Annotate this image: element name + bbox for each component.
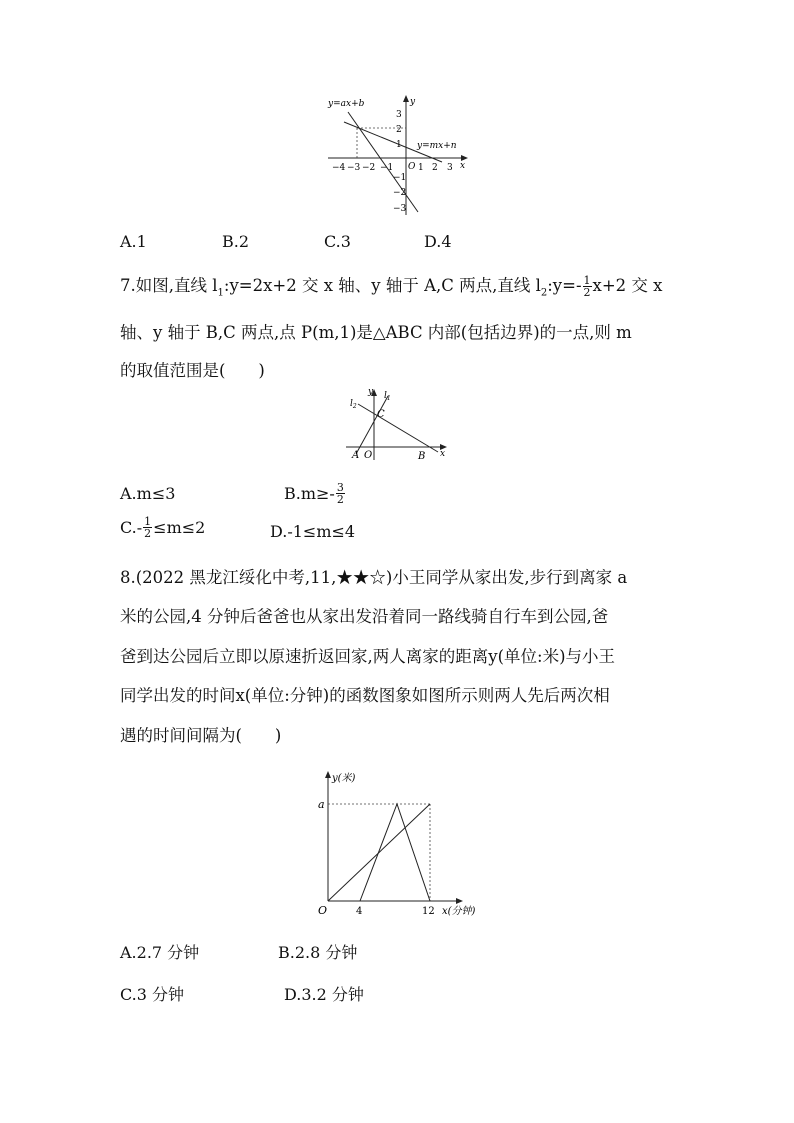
q6-line1-label: y=ax+b [328, 99, 365, 109]
q6-option-d[interactable]: D.4 [424, 232, 452, 251]
q6-y-label: y [410, 97, 416, 107]
q6-x-tick: −2 [362, 163, 376, 173]
q8-line-1: 8.(2022 黑龙江绥化中考,11,★★☆)小王同学从家出发,步行到离家 a [120, 568, 628, 587]
q8-line-4: 同学出发的时间x(单位:分钟)的函数图象如图所示则两人先后两次相 [120, 686, 610, 705]
q8-option-b[interactable]: B.2.8 分钟 [278, 943, 358, 962]
q7-graph [344, 384, 450, 462]
q7-line-l1 [356, 396, 388, 454]
q8-x-label: x(分钟) [442, 906, 476, 917]
q7-l1-label: $l_1$ [384, 391, 391, 402]
q6-origin-label: O [408, 162, 416, 172]
q7-option-d[interactable]: D.-1≤m≤4 [270, 522, 356, 541]
q6-y-tick: −2 [393, 188, 407, 198]
q6-y-tick: 1 [396, 140, 402, 150]
q6-x-tick: −4 [332, 163, 346, 173]
q6-x-tick: 3 [447, 163, 453, 173]
q7-point-a: A [352, 450, 360, 461]
q8-option-c[interactable]: C.3 分钟 [120, 985, 185, 1004]
q7-point-c: C [377, 409, 385, 420]
q8-a-label: a [318, 798, 325, 811]
q7-option-c[interactable]: C.- $\frac{1}{2}$ ≤m≤2 [120, 515, 206, 540]
q6-option-b[interactable]: B.2 [222, 232, 250, 251]
fraction: $\frac{1}{2}$ [144, 515, 152, 540]
q7-x-label: x [440, 449, 446, 459]
q6-x-tick: −1 [380, 163, 394, 173]
q7-point-b: B [418, 451, 426, 462]
q8-y-label: y(米) [332, 773, 356, 784]
q6-line2-label: y=mx+n [417, 141, 457, 151]
q8-line-3: 爸到达公园后立即以原速折返回家,两人离家的距离y(单位:米)与小王 [120, 647, 615, 666]
q8-line-2: 米的公园,4 分钟后爸爸也从家出发沿着同一路线骑自行车到公园,爸 [120, 607, 609, 626]
q8-x4-label: 4 [356, 906, 363, 917]
q6-graph [322, 92, 472, 220]
q6-y-tick: −3 [393, 204, 407, 214]
q7-origin: O [364, 450, 373, 461]
q7-y-label: y [368, 387, 374, 397]
q8-graph [306, 764, 498, 922]
q8-origin: O [318, 904, 328, 917]
q6-y-tick: 3 [396, 110, 402, 120]
q8-line-5: 遇的时间间隔为( ) [120, 726, 282, 745]
fraction: $\frac{1}{2}$ [583, 274, 591, 299]
fraction: $\frac{3}{2}$ [336, 481, 344, 506]
q8-option-a[interactable]: A.2.7 分钟 [120, 943, 200, 962]
q7-option-a[interactable]: A.m≤3 [120, 484, 176, 503]
q6-option-c[interactable]: C.3 [324, 232, 351, 251]
q8-x12-label: 12 [422, 906, 435, 917]
q6-x-tick: −3 [347, 163, 361, 173]
q7-l2-label: $l_2$ [350, 399, 357, 410]
q6-x-tick: 1 [418, 163, 424, 173]
q7-option-b[interactable]: B.m≥- $\frac{3}{2}$ [284, 481, 344, 506]
q8-option-d[interactable]: D.3.2 分钟 [284, 985, 364, 1004]
q8-father-line [360, 804, 430, 901]
q6-y-tick: 2 [396, 125, 402, 135]
q7-line-3: 的取值范围是( ) [120, 361, 265, 380]
q6-x-label: x [460, 161, 466, 171]
q6-x-tick: 2 [432, 163, 438, 173]
q6-option-a[interactable]: A.1 [120, 232, 147, 251]
q6-y-tick: −1 [393, 173, 407, 183]
q7-line-2: 轴、y 轴于 B,C 两点,点 P(m,1)是△ABC 内部(包括边界)的一点,则 m [120, 323, 632, 342]
q7-line-1: 7.如图,直线 $l_1:y=2x+2$ 交 x 轴、y 轴于 A,C 两点,直线 $l_2:y=-$ $\frac{1}{2}$ x+2 交 x [120, 274, 663, 299]
